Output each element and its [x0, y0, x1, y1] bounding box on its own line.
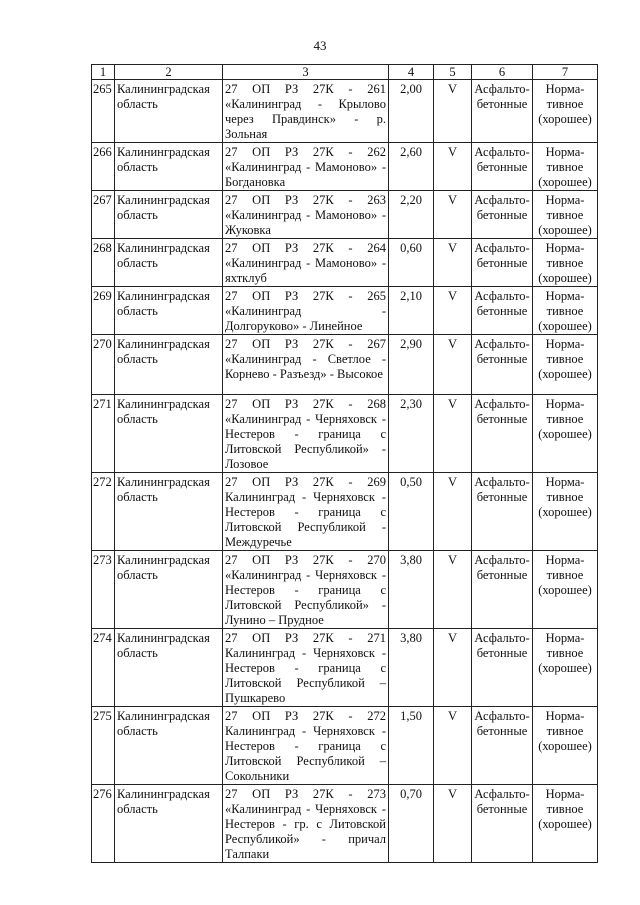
row-number-cell: 276: [92, 785, 115, 863]
road-description-cell: 27 ОП РЗ 27К - 267 «Калининград - Светлое - Корнево - Разъезд» - Высокое: [223, 335, 389, 395]
region-cell: Калининградская область: [115, 707, 223, 785]
table-row: [92, 395, 598, 473]
surface-type-cell: Асфальто-бетонные: [472, 473, 533, 551]
condition-cell: Норма-тивное (хорошее): [533, 80, 598, 143]
condition-cell: Норма-тивное (хорошее): [533, 551, 598, 629]
region-cell: Калининградская область: [115, 785, 223, 863]
category-cell: V: [434, 473, 472, 551]
surface-type-cell: Асфальто-бетонные: [472, 239, 533, 287]
condition-cell: Норма-тивное (хорошее): [533, 473, 598, 551]
table-row: [92, 239, 598, 287]
surface-type-cell: Асфальто-бетонные: [472, 80, 533, 143]
surface-type-cell: Асфальто-бетонные: [472, 785, 533, 863]
table-row: [92, 335, 598, 395]
surface-type-cell: Асфальто-бетонные: [472, 143, 533, 191]
row-number-cell: 272: [92, 473, 115, 551]
road-description-cell: 27 ОП РЗ 27К - 269 Калининград - Черняховск - Нестеров - граница с Литовской Республикой - Междуречье: [223, 473, 389, 551]
length-cell: 0,50: [389, 473, 434, 551]
column-header: 3: [223, 65, 389, 80]
category-cell: V: [434, 239, 472, 287]
category-cell: V: [434, 143, 472, 191]
region-cell: Калининградская область: [115, 191, 223, 239]
condition-cell: Норма-тивное (хорошее): [533, 785, 598, 863]
row-number-cell: 270: [92, 335, 115, 395]
row-number-cell: 275: [92, 707, 115, 785]
category-cell: V: [434, 707, 472, 785]
table-row: [92, 80, 598, 143]
region-cell: Калининградская область: [115, 335, 223, 395]
table-row: [92, 707, 598, 785]
column-header: 4: [389, 65, 434, 80]
surface-type-cell: Асфальто-бетонные: [472, 707, 533, 785]
region-cell: Калининградская область: [115, 80, 223, 143]
length-cell: 1,50: [389, 707, 434, 785]
row-number-cell: 267: [92, 191, 115, 239]
length-cell: 2,10: [389, 287, 434, 335]
column-header: 7: [533, 65, 598, 80]
road-description-cell: 27 ОП РЗ 27К - 268 «Калининград - Черняховск - Нестеров - граница с Литовской Республикой» - Лозовое: [223, 395, 389, 473]
length-cell: 2,30: [389, 395, 434, 473]
condition-cell: Норма-тивное (хорошее): [533, 707, 598, 785]
page-number: 43: [313, 38, 327, 53]
condition-cell: Норма-тивное (хорошее): [533, 335, 598, 395]
road-description-cell: 27 ОП РЗ 27К - 273 «Калининград - Черняховск - Нестеров - гр. с Литовской Республикой» - причал Талпаки: [223, 785, 389, 863]
table-row: [92, 287, 598, 335]
table-header-row: [92, 65, 598, 80]
surface-type-cell: Асфальто-бетонные: [472, 335, 533, 395]
length-cell: 0,70: [389, 785, 434, 863]
region-cell: Калининградская область: [115, 395, 223, 473]
category-cell: V: [434, 191, 472, 239]
road-description-cell: 27 ОП РЗ 27К - 265 «Калининград - Долгоруково» - Линейное: [223, 287, 389, 335]
surface-type-cell: Асфальто-бетонные: [472, 287, 533, 335]
table-row: [92, 785, 598, 863]
region-cell: Калининградская область: [115, 551, 223, 629]
table-row: [92, 551, 598, 629]
column-header: 2: [115, 65, 223, 80]
region-cell: Калининградская область: [115, 239, 223, 287]
category-cell: V: [434, 395, 472, 473]
row-number-cell: 269: [92, 287, 115, 335]
condition-cell: Норма-тивное (хорошее): [533, 287, 598, 335]
condition-cell: Норма-тивное (хорошее): [533, 191, 598, 239]
surface-type-cell: Асфальто-бетонные: [472, 551, 533, 629]
length-cell: 2,90: [389, 335, 434, 395]
row-number-cell: 268: [92, 239, 115, 287]
surface-type-cell: Асфальто-бетонные: [472, 191, 533, 239]
region-cell: Калининградская область: [115, 473, 223, 551]
region-cell: Калининградская область: [115, 629, 223, 707]
table-row: [92, 629, 598, 707]
region-cell: Калининградская область: [115, 287, 223, 335]
length-cell: 2,00: [389, 80, 434, 143]
road-description-cell: 27 ОП РЗ 27К - 263 «Калининград - Мамоново» - Жуковка: [223, 191, 389, 239]
table-row: [92, 191, 598, 239]
length-cell: 2,60: [389, 143, 434, 191]
road-description-cell: 27 ОП РЗ 27К - 272 Калининград - Черняховск - Нестеров - граница с Литовской Республикой – Сокольники: [223, 707, 389, 785]
region-cell: Калининградская область: [115, 143, 223, 191]
condition-cell: Норма-тивное (хорошее): [533, 629, 598, 707]
condition-cell: Норма-тивное (хорошее): [533, 143, 598, 191]
length-cell: 0,60: [389, 239, 434, 287]
surface-type-cell: Асфальто-бетонные: [472, 395, 533, 473]
table-row: [92, 143, 598, 191]
condition-cell: Норма-тивное (хорошее): [533, 395, 598, 473]
category-cell: V: [434, 335, 472, 395]
row-number-cell: 266: [92, 143, 115, 191]
category-cell: V: [434, 785, 472, 863]
length-cell: 2,20: [389, 191, 434, 239]
row-number-cell: 271: [92, 395, 115, 473]
category-cell: V: [434, 551, 472, 629]
table-row: [92, 473, 598, 551]
surface-type-cell: Асфальто-бетонные: [472, 629, 533, 707]
category-cell: V: [434, 629, 472, 707]
row-number-cell: 265: [92, 80, 115, 143]
road-description-cell: 27 ОП РЗ 27К - 264 «Калининград - Мамоново» - яхтклуб: [223, 239, 389, 287]
category-cell: V: [434, 287, 472, 335]
road-description-cell: 27 ОП РЗ 27К - 262 «Калининград - Мамоново» - Богдановка: [223, 143, 389, 191]
row-number-cell: 273: [92, 551, 115, 629]
road-description-cell: 27 ОП РЗ 27К - 261 «Калининград - Крылово через Правдинск» - р. Зольная: [223, 80, 389, 143]
condition-cell: Норма-тивное (хорошее): [533, 239, 598, 287]
category-cell: V: [434, 80, 472, 143]
row-number-cell: 274: [92, 629, 115, 707]
column-header: 6: [472, 65, 533, 80]
length-cell: 3,80: [389, 629, 434, 707]
road-description-cell: 27 ОП РЗ 27К - 271 Калининград - Черняховск - Нестеров - граница с Литовской Республикой – Пушкарево: [223, 629, 389, 707]
roads-table: [91, 64, 598, 863]
length-cell: 3,80: [389, 551, 434, 629]
column-header: 5: [434, 65, 472, 80]
road-description-cell: 27 ОП РЗ 27К - 270 «Калининград - Черняховск - Нестеров - граница с Литовской Республикой» - Лунино – Прудное: [223, 551, 389, 629]
column-header: 1: [92, 65, 115, 80]
